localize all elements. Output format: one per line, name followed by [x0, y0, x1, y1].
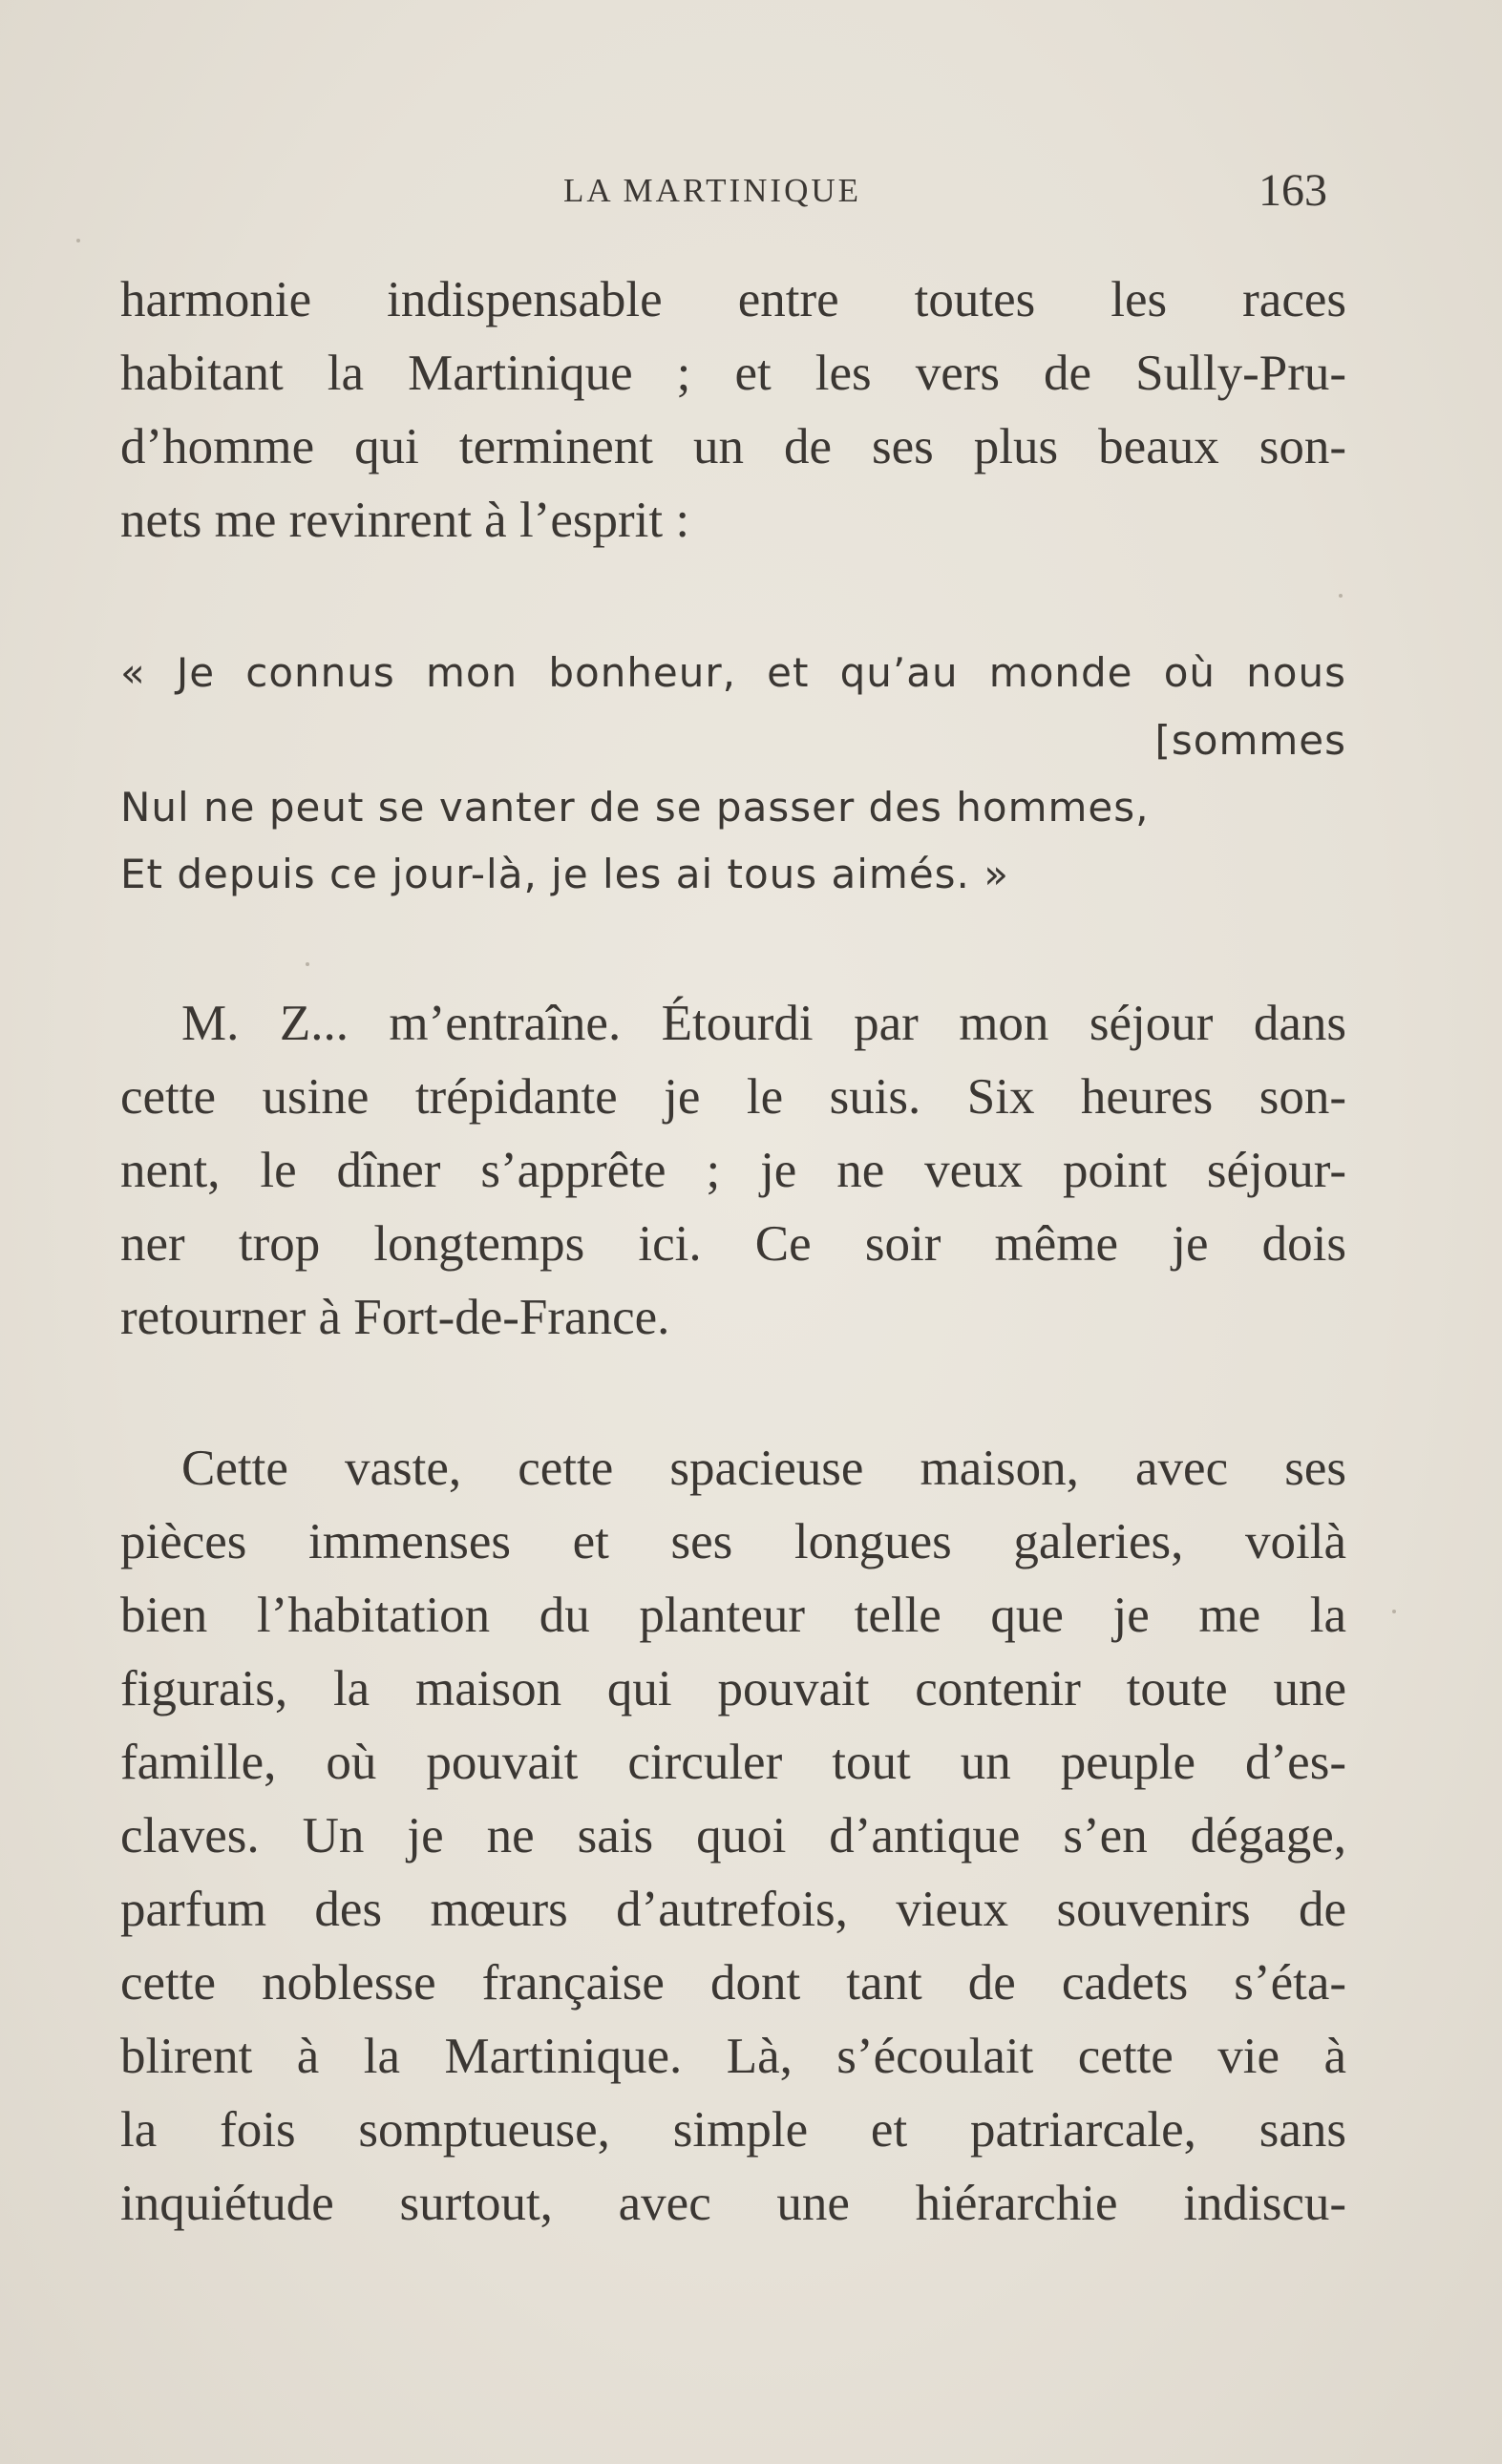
text-line: famille, où pouvait circuler tout un peuple d’es- — [120, 1735, 1346, 1790]
text-line: cette noblesse française dont tant de cadets s’éta- — [120, 1955, 1346, 2011]
paper-speck — [306, 962, 309, 966]
verse-line-continuation: [sommes — [1154, 717, 1346, 764]
text-line: retourner à Fort-de-France. — [120, 1290, 670, 1345]
text-line: harmonie indispensable entre toutes les races — [120, 272, 1346, 327]
text-line: inquiétude surtout, avec une hiérarchie indiscu- — [120, 2176, 1346, 2231]
text-line: nent, le dîner s’apprête ; je ne veux point séjour- — [120, 1143, 1346, 1198]
verse-line: Et depuis ce jour-là, je les ai tous aimés. » — [120, 851, 1009, 897]
verse-line: « Je connus mon bonheur, et qu’au monde où nous — [120, 649, 1346, 696]
page-number: 163 — [1259, 165, 1327, 216]
verse-line: Nul ne peut se vanter de se passer des hommes, — [120, 784, 1150, 831]
text-line: d’homme qui terminent un de ses plus beaux son- — [120, 419, 1346, 474]
text-line: habitant la Martinique ; et les vers de Sully-Pru- — [120, 346, 1346, 401]
text-line: pièces immenses et ses longues galeries, voilà — [120, 1514, 1346, 1569]
text-line: parfum des mœurs d’autrefois, vieux souvenirs de — [120, 1882, 1346, 1937]
text-line: figurais, la maison qui pouvait contenir toute une — [120, 1661, 1346, 1716]
text-line: nets me revinrent à l’esprit : — [120, 493, 690, 548]
text-line: ner trop longtemps ici. Ce soir même je dois — [120, 1216, 1346, 1272]
text-line: la fois somptueuse, simple et patriarcale, sans — [120, 2102, 1346, 2158]
text-line: claves. Un je ne sais quoi d’antique s’en dégage, — [120, 1808, 1346, 1864]
text-line: Cette vaste, cette spacieuse maison, avec ses — [181, 1441, 1346, 1496]
paper-speck — [1339, 594, 1343, 598]
text-line: bien l’habitation du planteur telle que je me la — [120, 1588, 1346, 1643]
running-title: LA MARTINIQUE — [563, 172, 862, 209]
paper-speck — [1392, 1610, 1396, 1613]
paper-speck — [76, 239, 80, 242]
text-line: blirent à la Martinique. Là, s’écoulait cette vie à — [120, 2029, 1346, 2084]
text-line: cette usine trépidante je le suis. Six heures son- — [120, 1069, 1346, 1125]
text-line: M. Z... m’entraîne. Étourdi par mon séjour dans — [181, 996, 1346, 1051]
